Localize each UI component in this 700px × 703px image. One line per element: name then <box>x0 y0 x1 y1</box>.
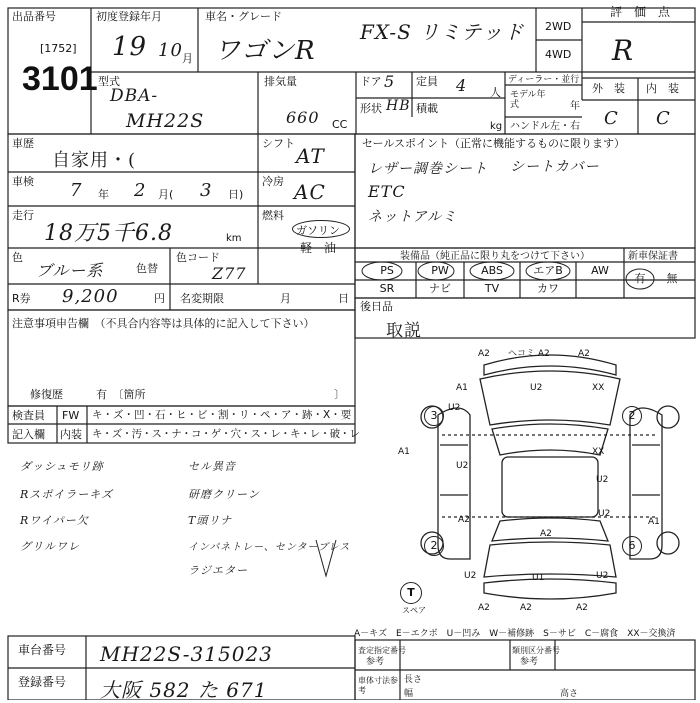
recycle-label: R券 <box>12 292 31 305</box>
later-items-value: 取説 <box>386 321 422 341</box>
capacity-unit: 人 <box>490 86 501 99</box>
handle-value: 左・右 <box>550 121 580 132</box>
interior-grade: C <box>656 108 671 129</box>
mileage-label: 走行 <box>12 209 34 222</box>
remark-right: セル異音 <box>188 460 236 473</box>
equip-ps: PS <box>380 264 394 277</box>
assess-number-label: 査定指定番号 <box>358 646 406 655</box>
model-code: MH22S <box>126 110 205 132</box>
damage-mark: A2 <box>578 349 590 359</box>
inspection-month-unit: 月( <box>158 188 174 201</box>
class-number-label: 類別区分番号 <box>512 646 560 655</box>
remark-right: インパネトレー、センターブレス <box>188 542 351 553</box>
damage-mark: A2 <box>478 603 490 613</box>
damage-mark: A1 <box>456 383 468 393</box>
damage-legend: A－キズ E－エクボ U－凹み W－補修跡 S－サビ C－腐食 XX－交換済 <box>354 629 676 639</box>
sales-points-title: セールスポイント（正常に機能するものに限ります） <box>362 137 626 150</box>
damage-mark: U2 <box>598 509 611 519</box>
inspection-year: 7 <box>70 180 83 201</box>
damage-mark: U2 <box>596 571 609 581</box>
equip-tv: TV <box>484 282 500 295</box>
interior-check-items: キ・ズ・汚・ス・ナ・コ・ゲ・穴・ス・レ・キ・レ・破・レ <box>92 428 360 440</box>
model-prefix: DBA- <box>110 86 159 106</box>
recycle-value: 9,200 <box>62 286 119 307</box>
damage-mark: A2 <box>520 603 532 613</box>
shape-value: HB <box>386 98 411 114</box>
equip-sr: SR <box>379 282 395 295</box>
equip-navi: ナビ <box>429 282 451 295</box>
mileage-value: 18万5千6.8 <box>44 221 173 246</box>
remark-left: Rスポイラーキズ <box>20 488 114 501</box>
color-label: 色 <box>12 251 23 264</box>
shift-value: AT <box>296 144 325 168</box>
damage-mark: XX <box>592 447 605 457</box>
sales-point-item: ネットアルミ <box>368 209 458 225</box>
spare-tire-circle: T <box>400 582 422 604</box>
damage-mark: A2 <box>576 603 588 613</box>
remark-left: ダッシュモリ跡 <box>20 460 104 473</box>
rating-value: R <box>612 34 635 67</box>
car-grade: FX-S リミテッド <box>360 20 525 44</box>
displacement-label: 排気量 <box>264 75 297 88</box>
mileage-unit: km <box>226 233 242 244</box>
month-unit: 月 <box>182 52 193 65</box>
later-items-label: 後日品 <box>360 300 393 313</box>
equip-aw: AW <box>591 264 609 277</box>
damage-mark: A2 <box>540 529 552 539</box>
plate-label: 登録番号 <box>18 675 67 689</box>
shape-label: 形状 <box>360 102 382 115</box>
dealer-label: ディーラー・並行 <box>508 75 580 85</box>
rating-label: 評 価 点 <box>610 5 671 19</box>
name-change-month: 月 <box>280 292 291 305</box>
inspection-label: 車検 <box>12 175 34 188</box>
equip-abs: ABS <box>481 264 503 277</box>
equip-leather: カワ <box>537 282 559 295</box>
displacement-value: 660 <box>286 108 320 127</box>
warranty-yes: 有 <box>634 272 646 285</box>
damage-mark: A1 <box>398 447 410 457</box>
equip-airbag: エアB <box>533 264 563 277</box>
remark-right: ラジエター <box>188 564 248 577</box>
fuel-gas-circle <box>292 220 348 236</box>
damage-mark: A2 <box>458 515 470 525</box>
inspection-day-unit: 日) <box>228 188 244 201</box>
exterior-label: 外 装 <box>592 82 625 95</box>
damage-mark: ヘコミ A2 <box>508 349 550 359</box>
sales-point-item: レザー調巻シート <box>368 161 488 177</box>
fuel-gas: ガソリン <box>296 224 340 237</box>
repair-label: 修復歴 <box>30 388 63 401</box>
remark-left: グリルワレ <box>20 540 80 553</box>
model-label: 型式 <box>98 75 120 88</box>
inspector-label-1: 検査員 <box>12 409 45 422</box>
handle-label: ハンドル <box>510 121 550 132</box>
lot-label: 出品番号 <box>12 10 56 23</box>
repair-close: 〕 <box>334 388 345 401</box>
ac-value: AC <box>294 180 326 204</box>
capacity-label: 定員 <box>416 75 438 88</box>
tire-rear-right-circle: 6 <box>622 536 642 556</box>
fw-label: FW <box>62 409 80 422</box>
size-label: 車体寸法参考 <box>358 676 398 695</box>
history-value: 自家用・( <box>52 150 137 171</box>
damage-mark: A2 <box>478 349 490 359</box>
chassis-value: MH22S-315023 <box>100 642 273 666</box>
notes-title: 注意事項申告欄 （不具合内容等は具体的に記入して下さい） <box>12 317 315 330</box>
warranty-no: 無 <box>666 272 678 285</box>
fuel-label: 燃料 <box>262 209 284 222</box>
spare-tire-note: スペア <box>402 606 426 615</box>
color-change-label: 色替 <box>136 262 158 275</box>
doors-value: 5 <box>384 72 396 91</box>
ac-label: 冷房 <box>262 175 284 188</box>
interior-check-label: 内装 <box>60 428 82 441</box>
exterior-grade: C <box>604 108 619 129</box>
tire-front-right-circle: 2 <box>622 406 642 426</box>
damage-mark: U2 <box>464 571 477 581</box>
width-label: 幅 <box>404 689 414 699</box>
remark-bracket <box>312 536 342 596</box>
interior-label: 内 装 <box>646 82 679 95</box>
fw-items: キ・ズ・凹・石・ヒ・ビ・割・リ・ペ・ア・跡・X・要 <box>92 409 352 421</box>
name-change-day: 日 <box>338 292 349 305</box>
remark-left: Rワイパー欠 <box>20 514 89 527</box>
model-year-unit: 年 <box>570 101 580 112</box>
doors-label: ドア <box>360 75 382 88</box>
remark-right: T頭リナ <box>188 514 233 527</box>
inspection-month: 2 <box>134 180 147 201</box>
warranty-label: 新車保証書 <box>628 251 678 262</box>
load-label: 積載 <box>416 102 438 115</box>
sales-point-item: ETC <box>368 182 406 201</box>
car-damage-diagram <box>410 345 690 615</box>
tire-front-left-circle: 3 <box>424 406 444 426</box>
plate-value: 大阪 582 た 671 <box>100 678 268 702</box>
car-name-label: 車名・グレード <box>205 10 282 23</box>
model-year-label: モデル年式 <box>510 90 546 110</box>
assess-ref: 参考 <box>366 657 385 667</box>
length-label: 長さ <box>404 675 423 685</box>
sales-point-item: シートカバー <box>510 159 600 175</box>
drive-4wd: 4WD <box>545 48 572 61</box>
color-value: ブルー系 <box>36 261 104 280</box>
inspection-year-unit: 年 <box>98 188 109 201</box>
damage-mark: U2 <box>596 475 609 485</box>
first-reg-month: 10 <box>158 40 183 61</box>
tire-rear-left-circle: 2 <box>424 536 444 556</box>
damage-mark: XX <box>592 383 605 393</box>
equip-pw: PW <box>431 264 449 277</box>
remark-right: 研磨クリーン <box>188 488 260 501</box>
lot-small-number: [1752] <box>40 42 77 55</box>
first-reg-label: 初度登録年月 <box>96 10 162 23</box>
color-code-label: 色コード <box>176 251 220 264</box>
displacement-unit: CC <box>332 118 348 131</box>
recycle-unit: 円 <box>154 292 165 305</box>
inspector-label-2: 記入欄 <box>12 428 45 441</box>
shift-label: シフト <box>262 137 295 150</box>
name-change-label: 名変期限 <box>180 292 224 305</box>
damage-mark: A1 <box>648 517 660 527</box>
drive-2wd: 2WD <box>545 20 572 33</box>
damage-mark: U2 <box>456 461 469 471</box>
car-name: ワゴンR <box>214 36 316 66</box>
damage-mark: U2 <box>448 403 461 413</box>
capacity-value: 4 <box>456 76 468 95</box>
color-code-value: Z77 <box>212 264 247 283</box>
damage-mark: U2 <box>530 383 543 393</box>
inspection-day: 3 <box>200 180 213 201</box>
chassis-label: 車台番号 <box>18 643 67 657</box>
damage-mark: U1 <box>532 573 545 583</box>
load-unit: kg <box>490 121 503 132</box>
fuel-diesel: 軽 油 <box>300 241 337 255</box>
history-label: 車歴 <box>12 137 34 150</box>
lot-number: 3101 <box>22 60 98 98</box>
equipment-title: 装備品（純正品に限り丸をつけて下さい） <box>400 251 590 262</box>
height-label: 高さ <box>560 689 579 699</box>
repair-value: 有 〔箇所 <box>96 388 146 401</box>
first-reg-year: 19 <box>112 32 148 62</box>
class-ref: 参考 <box>520 657 539 667</box>
